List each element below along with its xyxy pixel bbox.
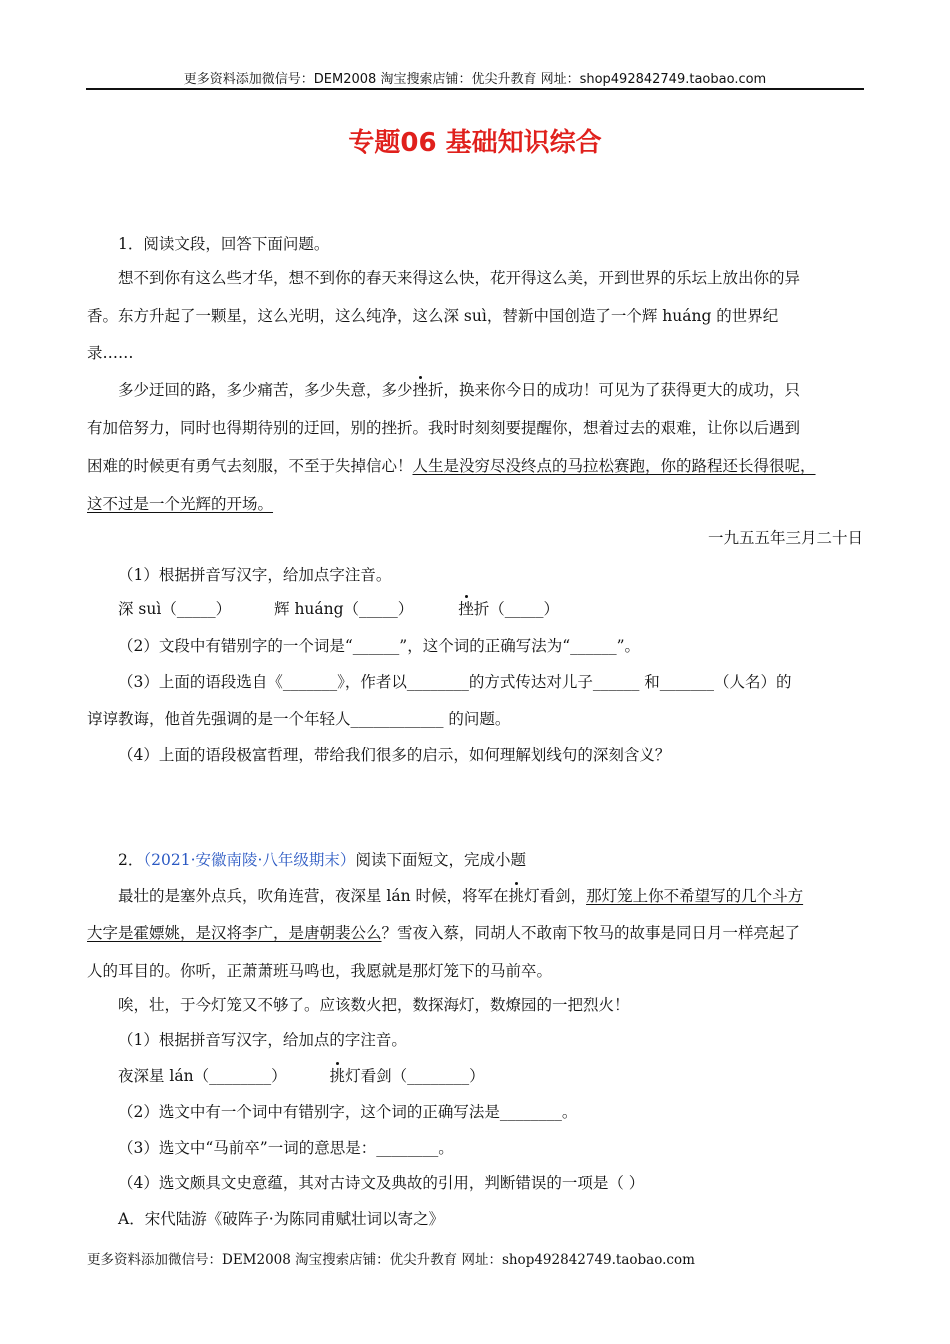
page-header: 更多资料添加微信号：DEM2008 淘宝搜索店铺：优尖升教育 网址：shop492842749.taobao.com xyxy=(183,72,767,87)
text-span: ？雪夜入蔡，同胡人不敢南下牧马的故事是同日月一样亮起了 xyxy=(381,924,801,942)
q1-subquestion-2: （2）文段中有错别字的一个词是“______”，这个词的正确写法为“______”。 xyxy=(118,637,641,655)
q2-subquestion-2: （2）选文中有一个词中有错别字，这个词的正确写法是________。 xyxy=(118,1103,578,1121)
header-divider xyxy=(86,88,864,90)
blank-ye-shen-xing-lan: 夜深星 lán（________） xyxy=(118,1067,287,1085)
blank-cuo-zhe xyxy=(458,600,559,618)
q1-subquestion-3: （3）上面的语段选自《_______》，作者以________的方式传达对儿子______ 和_______（人名）的 xyxy=(118,673,792,691)
text-span: 灯看剑， xyxy=(524,887,587,905)
q1-subquestion-3-cont: 谆谆教诲，他首先强调的是一个年轻人____________ 的问题。 xyxy=(87,710,511,728)
text-span: 多少迂回的路，多少痛苦，多少失意，多少 xyxy=(118,381,413,399)
text-span: 灯看剑（________） xyxy=(345,1067,485,1085)
q1-passage-line xyxy=(87,494,867,514)
dotted-char: 挫 xyxy=(458,600,474,618)
q1-passage-line xyxy=(87,456,867,476)
underlined-sentence: 这不过是一个光辉的开场。 xyxy=(87,495,274,513)
q2-subquestion-3: （3）选文中“马前卒”一词的意思是：________。 xyxy=(118,1139,454,1157)
text-span: 折（_____） xyxy=(473,600,560,618)
blank-shen-sui: 深 suì（_____） xyxy=(118,600,232,618)
q2-blank-row xyxy=(118,1066,898,1086)
q2-passage-line xyxy=(87,923,867,943)
q2-source: （2021·安徽南陵·八年级期末） xyxy=(143,851,356,869)
page-title: 专题06 基础知识综合 xyxy=(348,128,602,158)
q2-option-a: A．宋代陆游《破阵子·为陈同甫赋壮词以寄之》 xyxy=(118,1210,445,1228)
q2-passage-line xyxy=(118,886,898,906)
q2-subquestion-4: （4）选文颇具文史意蕴，其对古诗文及典故的引用，判断错误的一项是（ ） xyxy=(118,1174,645,1192)
q1-passage-line: 有加倍努力，同时也得期待别的迂回，别的挫折。我时时刻刻要提醒你，想着过去的艰难，让你以后遇到 xyxy=(87,419,801,437)
underlined-sentence: 那灯笼上你不希望写的几个斗方 xyxy=(586,887,804,905)
q2-passage-line: 人的耳目的。你听，正萧萧班马鸣也，我愿就是那灯笼下的马前卒。 xyxy=(87,962,553,980)
dotted-char: 挑 xyxy=(329,1067,346,1085)
blank-tiao-deng xyxy=(330,1067,485,1085)
q1-subquestion-1: （1）根据拼音写汉字，给加点字注音。 xyxy=(118,566,392,584)
dotted-char: 挫 xyxy=(412,381,429,399)
q2-passage-line: 唉，壮，于今灯笼又不够了。应该数火把，数探海灯，数燎园的一把烈火！ xyxy=(118,996,630,1014)
q1-passage-line: 录…… xyxy=(87,344,134,362)
text-span: 折，换来你今日的成功！可见为了获得更大的成功，只 xyxy=(428,381,801,399)
q2-number: 2． xyxy=(118,851,144,869)
dotted-char: 挑 xyxy=(508,887,525,905)
blank-hui-huang: 辉 huáng（_____） xyxy=(274,600,414,618)
text-span: 阅读下面短文，完成小题 xyxy=(355,851,526,869)
text-span: 困难的时候更有勇气去刻服，不至于失掉信心！ xyxy=(87,457,413,475)
q1-blank-row xyxy=(118,599,898,619)
q2-subquestion-1: （1）根据拼音写汉字，给加点的字注音。 xyxy=(118,1031,407,1049)
q1-passage-line: 想不到你有这么些才华，想不到你的春天来得这么快，花开得这么美，开到世界的乐坛上放出你的异 xyxy=(118,269,801,287)
underlined-sentence: 人生是没穷尽没终点的马拉松赛跑，你的路程还长得很呢， xyxy=(412,457,816,475)
q1-intro: 1．阅读文段，回答下面问题。 xyxy=(118,235,330,253)
q2-intro xyxy=(118,850,898,870)
text-span: 最壮的是塞外点兵，吹角连营，夜深星 lán 时候，将军在 xyxy=(118,887,509,905)
underlined-sentence: 大字是霍嫖姚，是汉将李广，是唐朝裴公么 xyxy=(87,924,382,942)
page-footer: 更多资料添加微信号：DEM2008 淘宝搜索店铺：优尖升教育 网址：shop492842749.taobao.com xyxy=(87,1252,695,1268)
q1-passage-line: 香。东方升起了一颗星，这么光明，这么纯净，这么深 suì，替新中国创造了一个辉 huáng 的世界纪 xyxy=(87,307,779,325)
q1-passage-line xyxy=(118,380,898,400)
q1-subquestion-4: （4）上面的语段极富哲理，带给我们很多的启示，如何理解划线句的深刻含义？ xyxy=(118,746,671,764)
passage-date: 一九五五年三月二十日 xyxy=(707,529,863,547)
